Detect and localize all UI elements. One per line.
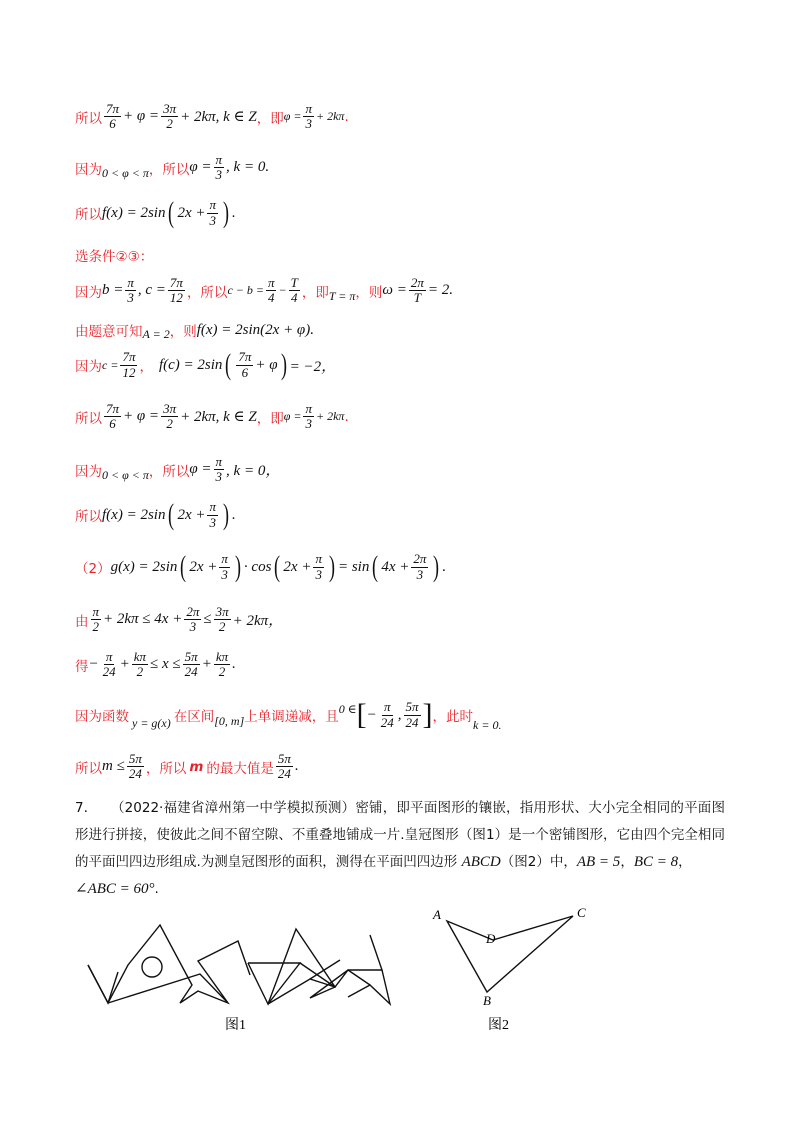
solution-line-12: 由 $\frac{\pi}{2}$ + 2kπ ≤ 4x + $\frac{2\pi}{3}$ ≤ $\frac{3\pi}{2}$ + 2kπ，	[75, 604, 284, 635]
circle-hole	[142, 957, 162, 977]
label-a: A	[433, 907, 441, 922]
problem-7-text: 7． （2022·福建省漳州第一中学模拟预测）密铺，即平面图形的镶嵌，指用形状、大小完全相同的平面图形进行拼接，使彼此之间不留空隙、不重叠地铺成一片.皇冠图形（图1）是一个密铺图形，它由四个完全相同的平面凹四边形组成.为测皇冠图形的面积，测得在平面凹四边形 ABCD（图2）中，AB = 5，BC = 8， ∠ABC = 60°.	[75, 800, 726, 897]
solution-line-2: 因为 0 < φ < π ，所以 φ = $\frac{\pi}{3}$ , k = 0.	[75, 152, 270, 183]
solution-line-5: 因为 b = $\frac{\pi}{3}$ , c = $\frac{7\pi}{12}$ ，所以 c − b = $\frac{\pi}{4}$ − $\frac{T}{4}$ ，即 T = π ，则 ω = $\frac{2\pi}{T}$ = 2.	[75, 275, 454, 306]
quadrilateral-figure	[447, 916, 573, 992]
frac-7pi-6: $\frac{7\pi}{6}$	[106, 101, 120, 132]
label-b: B	[483, 993, 491, 1008]
label-c: C	[577, 905, 586, 920]
crown-figure-2	[248, 929, 390, 1004]
solution-line-7: 因为 c = $\frac{7\pi}{12}$ ， f(c) = 2sin ( $\frac{7\pi}{6}$ + φ ) = −2，	[75, 348, 337, 381]
figures	[0, 905, 800, 1085]
solution-line-15: 所以 m ≤ $\frac{5\pi}{24}$ ，所以 m 的最大值是 $\frac{5\pi}{24}$ .	[75, 751, 299, 782]
solution-line-9: 因为 0 < φ < π ，所以 φ = $\frac{\pi}{3}$ , k = 0，	[75, 454, 281, 485]
solution-line-3: 所以 f(x) = 2sin ( 2x + $\frac{\pi}{3}$ ) .	[75, 196, 236, 229]
solution-line-8: 所以 $\frac{7\pi}{6}$ + φ = $\frac{3\pi}{2}$ + 2kπ, k ∈ Z ，即 φ = $\frac{\pi}{3}$ + 2kπ .	[75, 401, 349, 432]
solution-line-6: 由题意可知 A = 2 ，则 f(x) = 2sin(2x + φ).	[75, 321, 314, 341]
solution-line-10: 所以 f(x) = 2sin ( 2x + $\frac{\pi}{3}$ ) .	[75, 498, 236, 531]
condition-heading: 选条件②③：	[75, 249, 154, 265]
solution-line-11: （2） g(x) = 2sin ( 2x + $\frac{\pi}{3}$ ) · cos ( 2x + $\frac{\pi}{3}$ ) = sin ( 4x + $\frac{2\pi}{3}$ ) .	[75, 550, 447, 583]
solution-line-14: 因为函数 y = g(x) 在区间 [0, m] 上单调递减，且 0 ∈ [ − $\frac{\pi}{24}$ , $\frac{5\pi}{24}$ ] ，此时 k = 0.	[75, 698, 502, 732]
caption-fig2: 图2	[488, 1018, 509, 1033]
solution-line-13: 得 − $\frac{\pi}{24}$ + $\frac{k\pi}{2}$ ≤ x ≤ $\frac{5\pi}{24}$ + $\frac{k\pi}{2}$ .	[75, 649, 236, 680]
solution-line-1: 所以 $\frac{7\pi}{6}$ + φ = $\frac{3\pi}{2}$ + 2kπ, k ∈ Z ，即 φ = $\frac{\pi}{3}$ + 2kπ .	[75, 101, 349, 132]
caption-fig1: 图1	[225, 1018, 246, 1033]
crown-figure-1	[88, 925, 250, 1003]
label-d: D	[486, 931, 496, 946]
